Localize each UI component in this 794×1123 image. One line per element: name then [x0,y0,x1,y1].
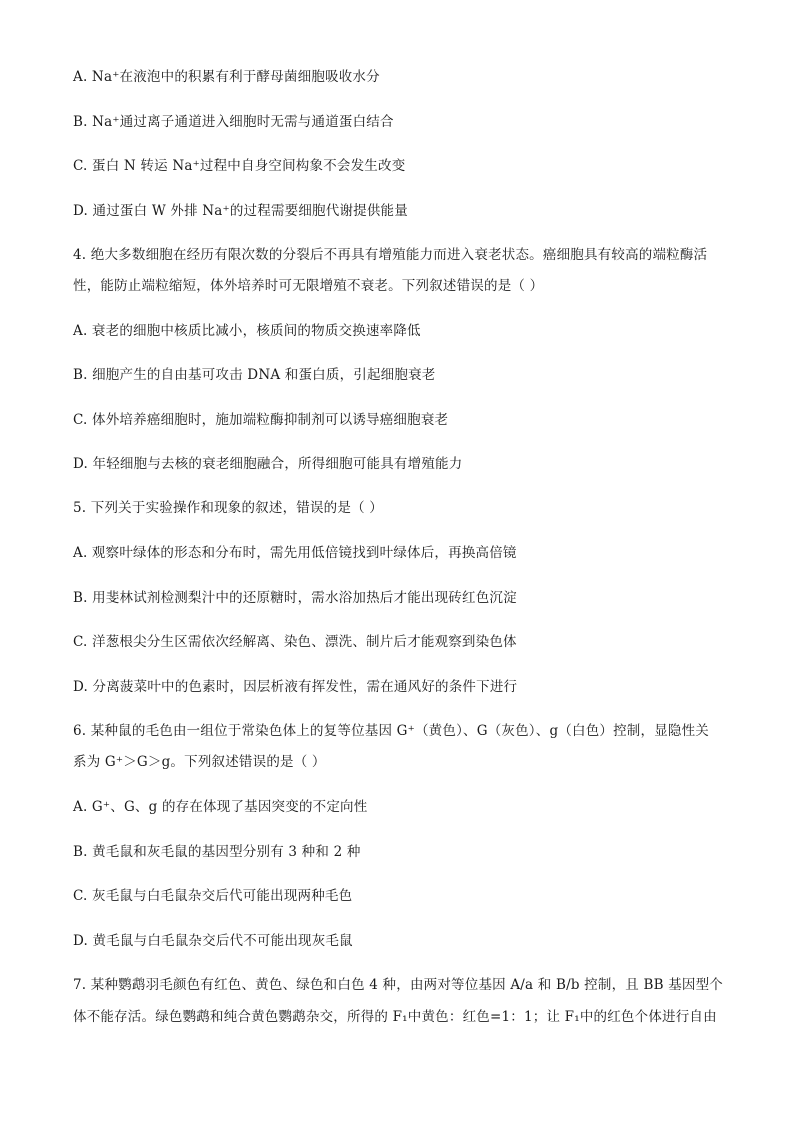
q6-option-b: B. 黄毛鼠和灰毛鼠的基因型分别有 3 种和 2 种 [73,844,361,860]
q4-option-c: C. 体外培养癌细胞时，施加端粒酶抑制剂可以诱导癌细胞衰老 [73,412,449,428]
q6-option-d: D. 黄毛鼠与白毛鼠杂交后代不可能出现灰毛鼠 [73,933,353,949]
q6-option-a: A. G⁺、G、g 的存在体现了基因突变的不定向性 [73,799,368,815]
q3-option-c: C. 蛋白 N 转运 Na⁺过程中自身空间构象不会发生改变 [73,158,406,174]
q3-option-d: D. 通过蛋白 W 外排 Na⁺的过程需要细胞代谢提供能量 [73,203,408,219]
q7-stem-line1: 7. 某种鹦鹉羽毛颜色有红色、黄色、绿色和白色 4 种，由两对等位基因 A/a 和 B/b 控制，且 BB 基因型个 [73,977,723,993]
q5-option-a: A. 观察叶绿体的形态和分布时，需先用低倍镜找到叶绿体后，再换高倍镜 [73,545,517,561]
q4-option-a: A. 衰老的细胞中核质比减小，核质间的物质交换速率降低 [73,323,421,339]
q7-stem-line2: 体不能存活。绿色鹦鹉和纯合黄色鹦鹉杂交，所得的 F₁中黄色：红色=1：1；让 F₁中的红色个体进行自由 [73,1009,717,1025]
q3-option-a: A. Na⁺在液泡中的积累有利于酵母菌细胞吸收水分 [73,69,380,85]
q6-stem-line2: 系为 G⁺＞G＞g。下列叙述错误的是（ ） [73,754,326,770]
q5-option-c: C. 洋葱根尖分生区需依次经解离、染色、漂洗、制片后才能观察到染色体 [73,634,517,650]
q4-option-d: D. 年轻细胞与去核的衰老细胞融合，所得细胞可能具有增殖能力 [73,456,463,472]
q5-stem: 5. 下列关于实验操作和现象的叙述，错误的是（ ） [73,500,383,516]
q4-stem-line1: 4. 绝大多数细胞在经历有限次数的分裂后不再具有增殖能力而进入衰老状态。癌细胞具有较高的端粒酶活 [73,247,708,263]
q4-option-b: B. 细胞产生的自由基可攻击 DNA 和蛋白质，引起细胞衰老 [73,367,436,383]
q6-option-c: C. 灰毛鼠与白毛鼠杂交后代可能出现两种毛色 [73,888,353,904]
q4-stem-line2: 性，能防止端粒缩短，体外培养时可无限增殖不衰老。下列叙述错误的是（ ） [73,278,544,294]
q6-stem-line1: 6. 某种鼠的毛色由一组位于常染色体上的复等位基因 G⁺（黄色）、G（灰色）、g（白色）控制，显隐性关 [73,723,709,739]
q5-option-b: B. 用斐林试剂检测梨汁中的还原糖时，需水浴加热后才能出现砖红色沉淀 [73,590,517,606]
q5-option-d: D. 分离菠菜叶中的色素时，因层析液有挥发性，需在通风好的条件下进行 [73,679,518,695]
q3-option-b: B. Na⁺通过离子通道进入细胞时无需与通道蛋白结合 [73,114,394,130]
